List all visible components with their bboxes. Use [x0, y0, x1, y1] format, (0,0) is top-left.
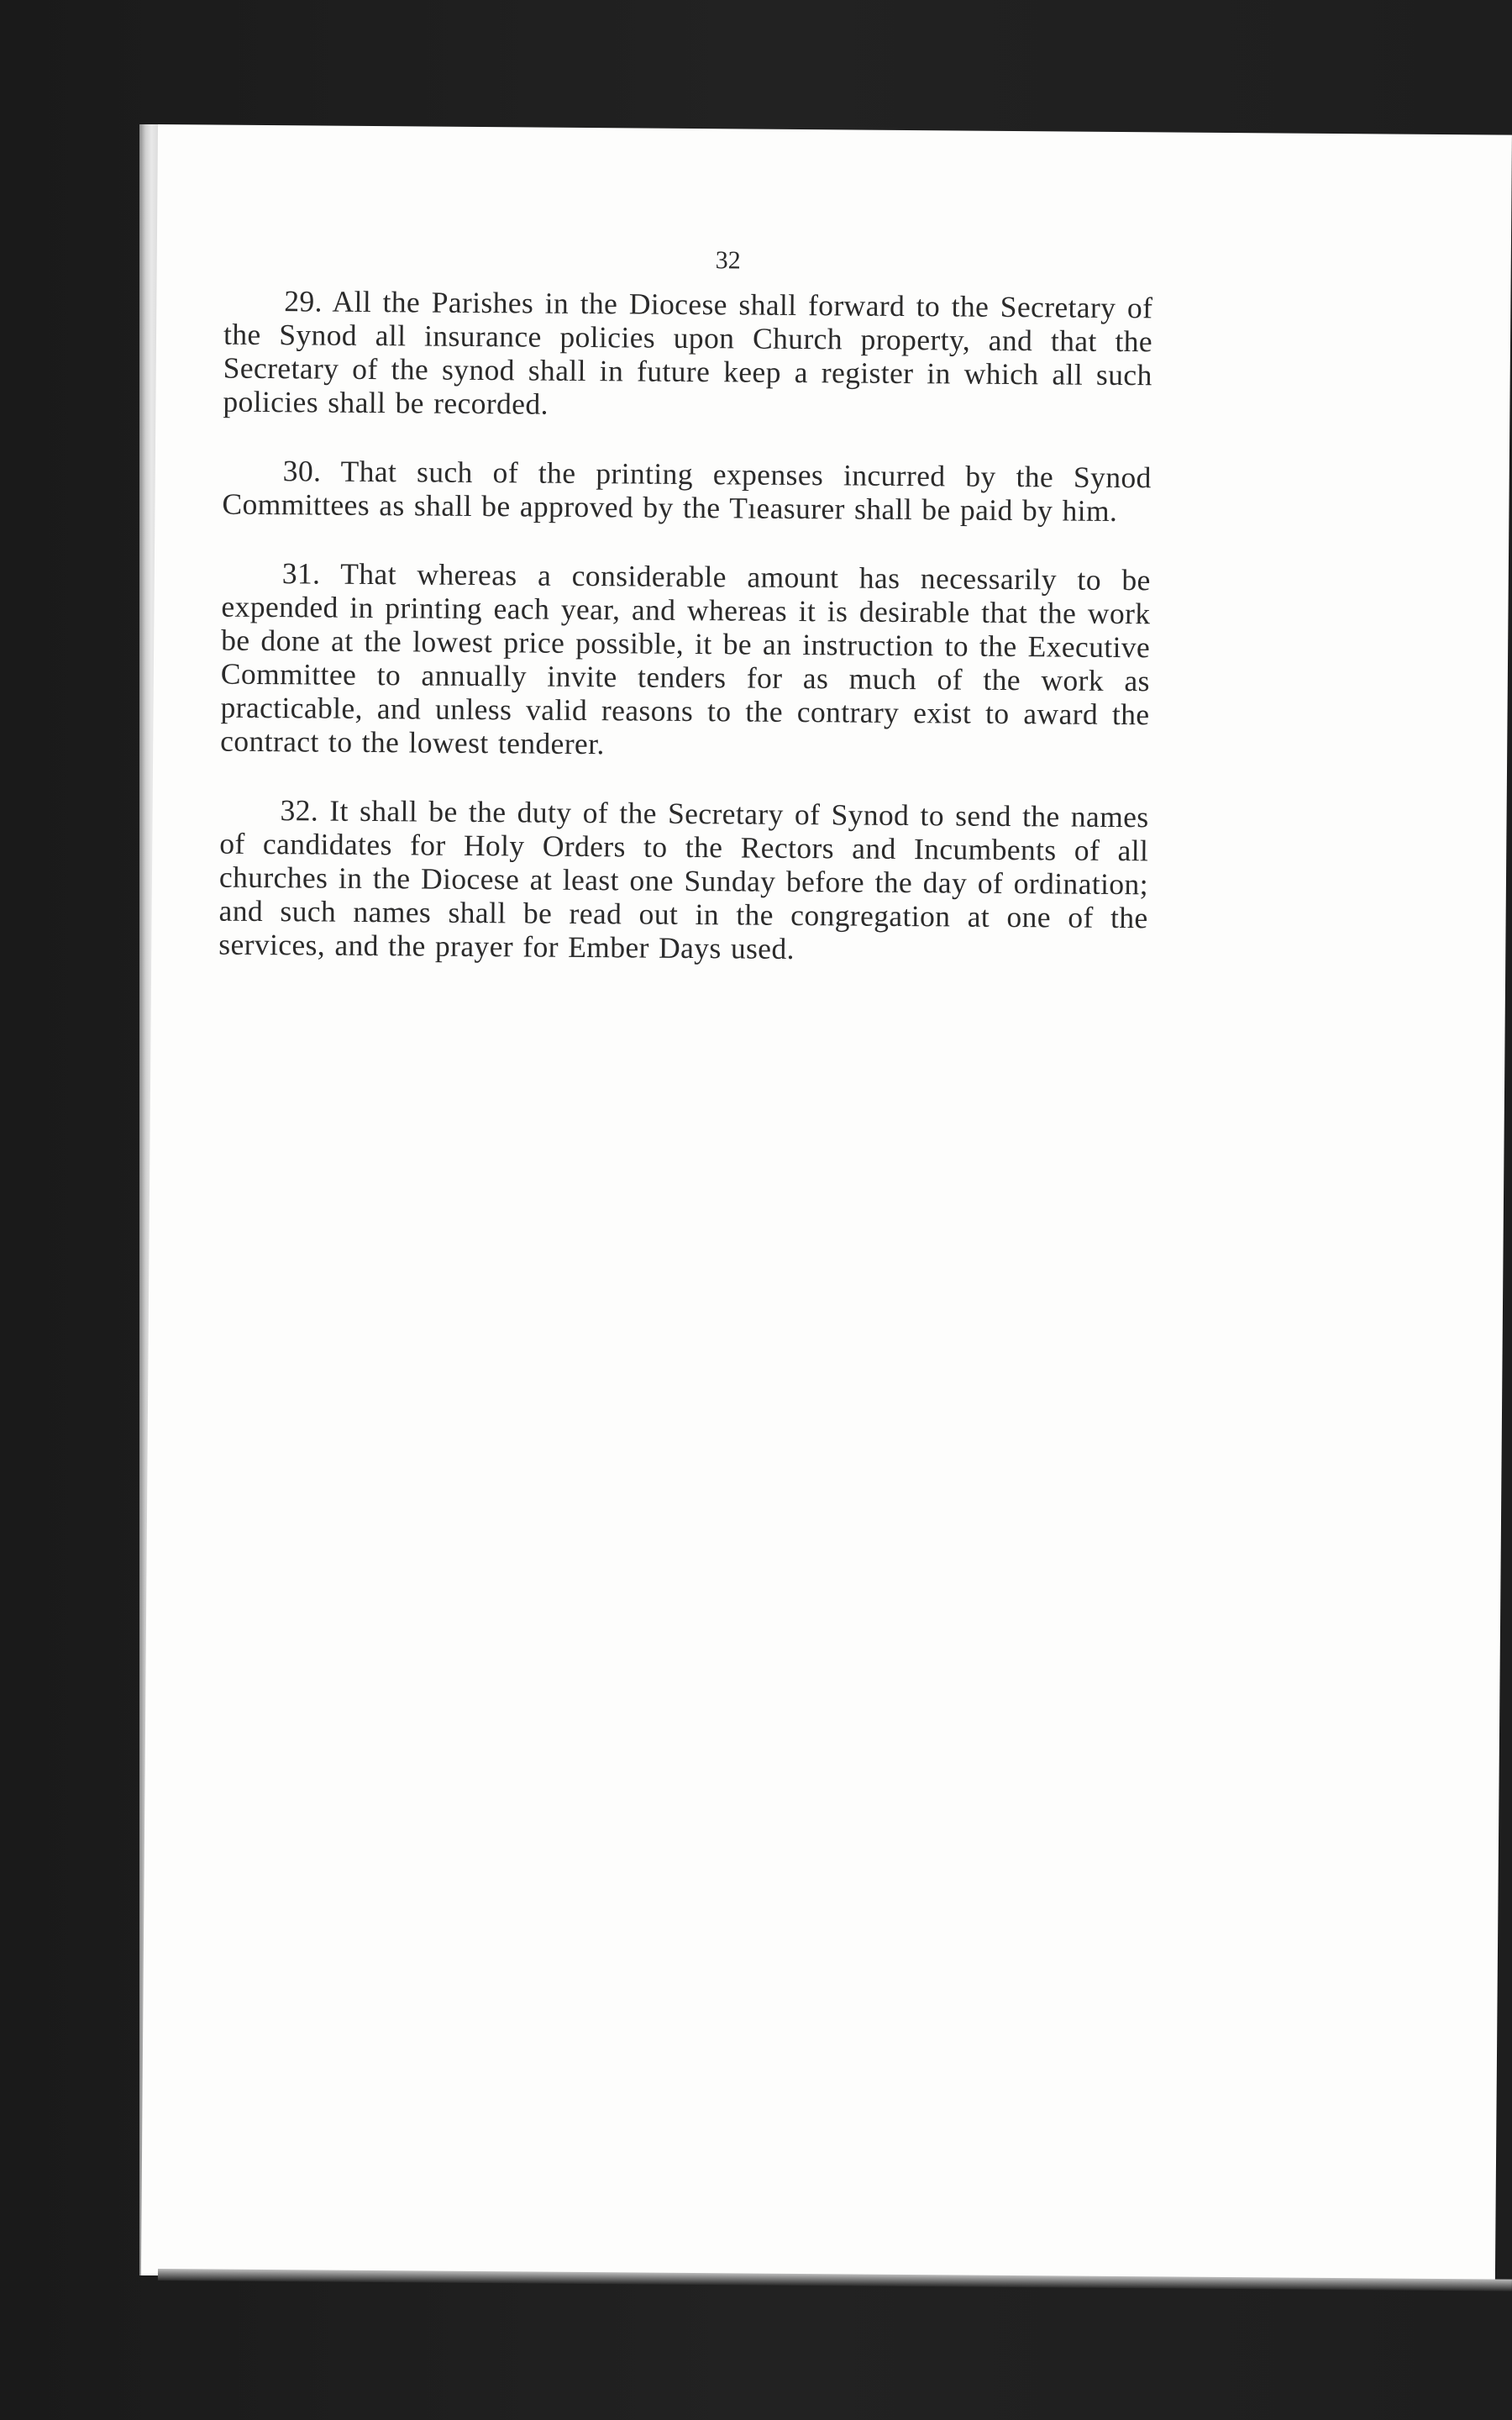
page-content [218, 240, 1153, 1004]
paragraph-31: 31. That whereas a considerable amount has necessarily to be expended in printing each year, and whereas it is desirable that the work be done at the lowest price possible, it be an instruction to the Executive Committee to annually invite tenders for as much of the work as practicable, and unless valid reasons to the contrary exist to award the contract to the lowest tenderer. [220, 556, 1151, 761]
paragraph-29: 29. All the Parishes in the Diocese shall forward to the Secretary of the Synod all insurance policies upon Church property, and that the Secretary of the synod shall in future keep a register in which all such policies shall be recorded. [223, 284, 1153, 421]
page-number: 32 [715, 246, 741, 275]
page-sheet [141, 124, 1512, 2286]
paragraph-30: 30. That such of the printing expenses incurred by the Synod Committees as shall be approved by the Tıeasurer shall be paid by him. [222, 454, 1152, 528]
paragraph-32: 32. It shall be the duty of the Secretary of Synod to send the names of candidates for Holy Orders to the Rectors and Incumbents of all churches in the Diocese at least one Sunday before the day of ordination; and such names shall be read out in the congregation at one of the services, and the prayer for Ember Days used. [218, 793, 1149, 965]
